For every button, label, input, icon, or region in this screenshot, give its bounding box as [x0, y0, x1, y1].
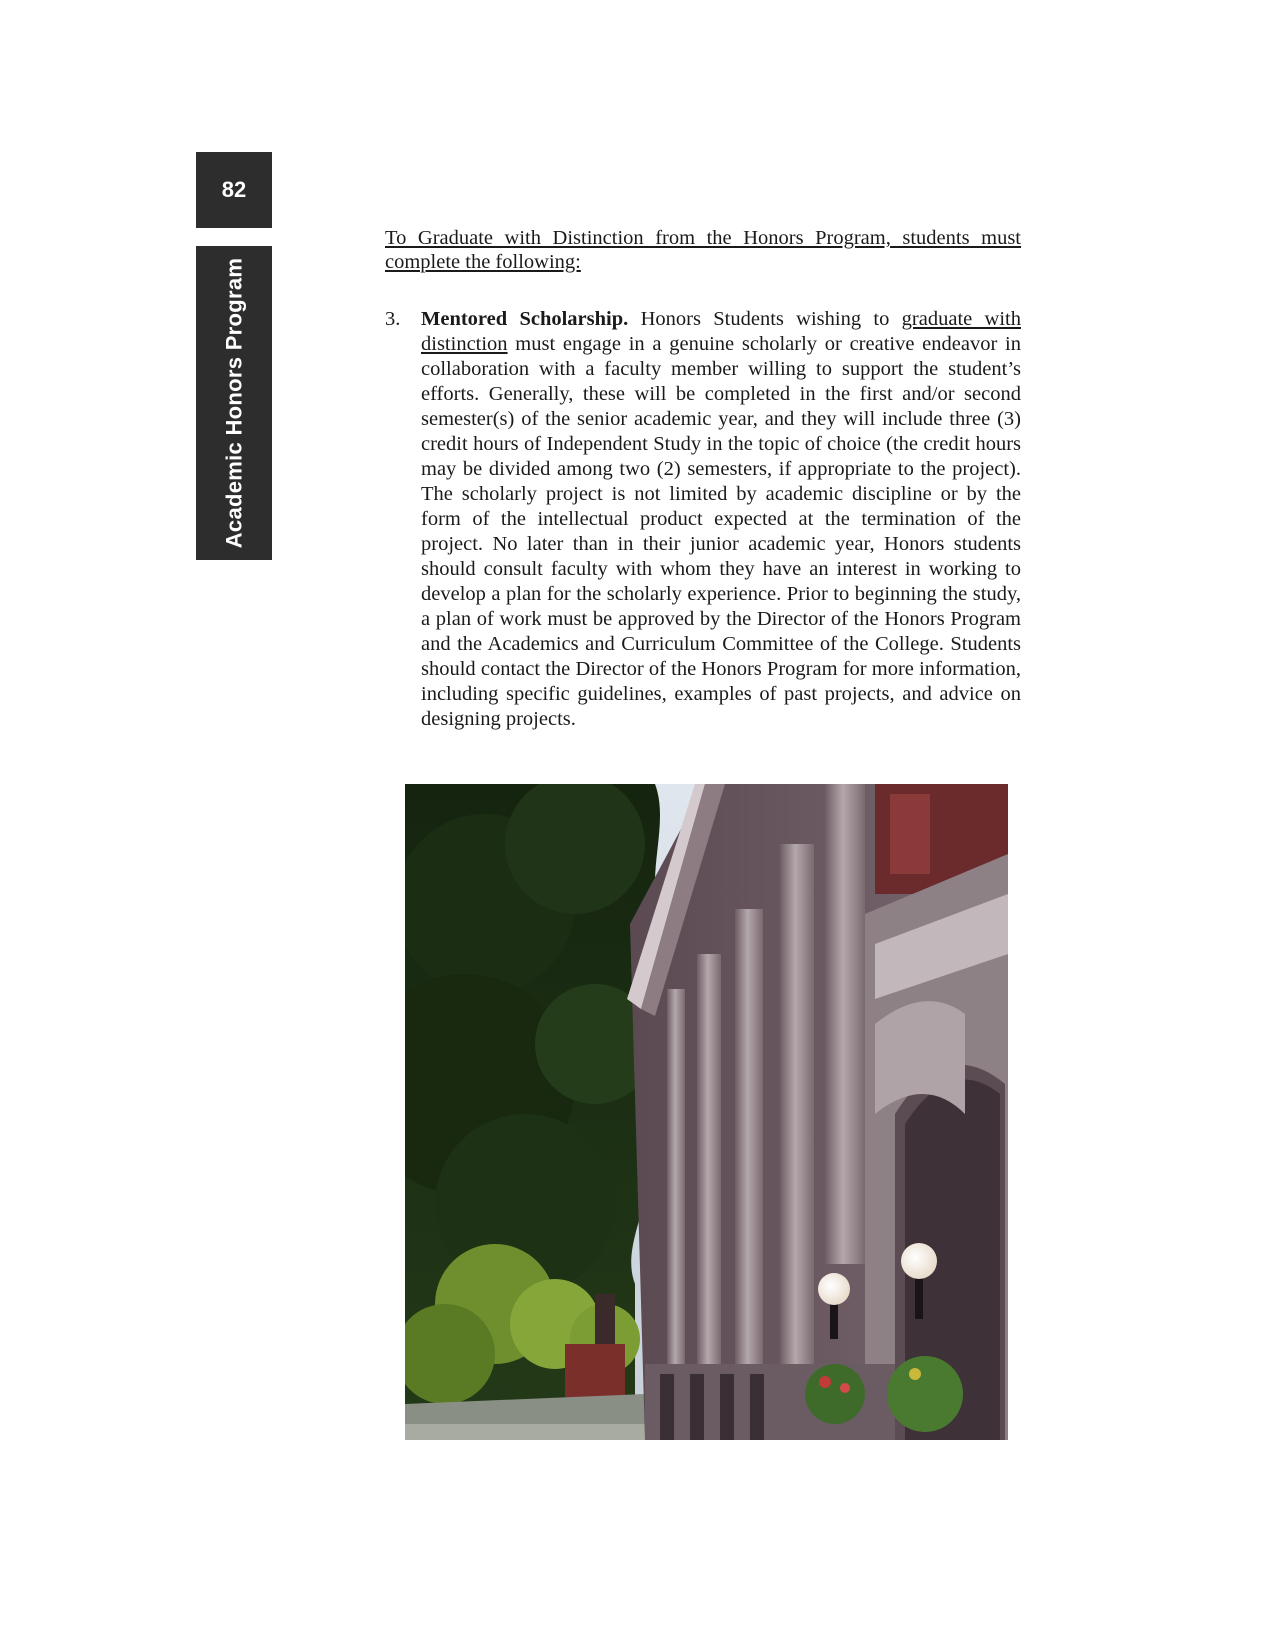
intro-heading: To Graduate with Distinction from the Honors Program, students must complete the following:	[385, 227, 1021, 273]
item-text-main: must engage in a genuine scholarly or creative endeavor in collaboration with a faculty member willing to support the student’s efforts. Generally, these will be completed in the first and/or second semester(s) of the senior academic year, and they will include three (3) credit hours of Independent Study in the topic of choice (the credit hours may be divided among two (2) semesters, if appropriate to the project). The scholarly project is not limited by academic discipline or by the form of the intellectual product expected at the termination of the project. No later than in their junior academic year, Honors students should consult faculty with whom they have an interest in working to develop a plan for the scholarly experience. Prior to beginning the study, a plan of work must be approved by the Director of the Honors Program and the Academics and Curriculum Committee of the College. Students should contact the Director of the Honors Program for more information, including specific guidelines, examples of past projects, and advice on designing projects.	[421, 333, 1021, 730]
item-number: 3.	[385, 308, 401, 330]
item-body	[421, 307, 1021, 732]
item-text-lead: Honors Students wishing to	[628, 308, 902, 330]
campus-building-photo	[405, 784, 1008, 1440]
section-tab	[196, 246, 272, 560]
list-item	[385, 307, 1021, 732]
page-number: 82	[196, 152, 272, 228]
item-title: Mentored Scholarship.	[421, 308, 629, 330]
underlined-phrase: graduate with distinction	[421, 308, 1021, 355]
building-photo-illustration	[405, 784, 1008, 1440]
main-content	[385, 226, 1021, 732]
section-title: Academic Honors Program	[221, 257, 247, 549]
